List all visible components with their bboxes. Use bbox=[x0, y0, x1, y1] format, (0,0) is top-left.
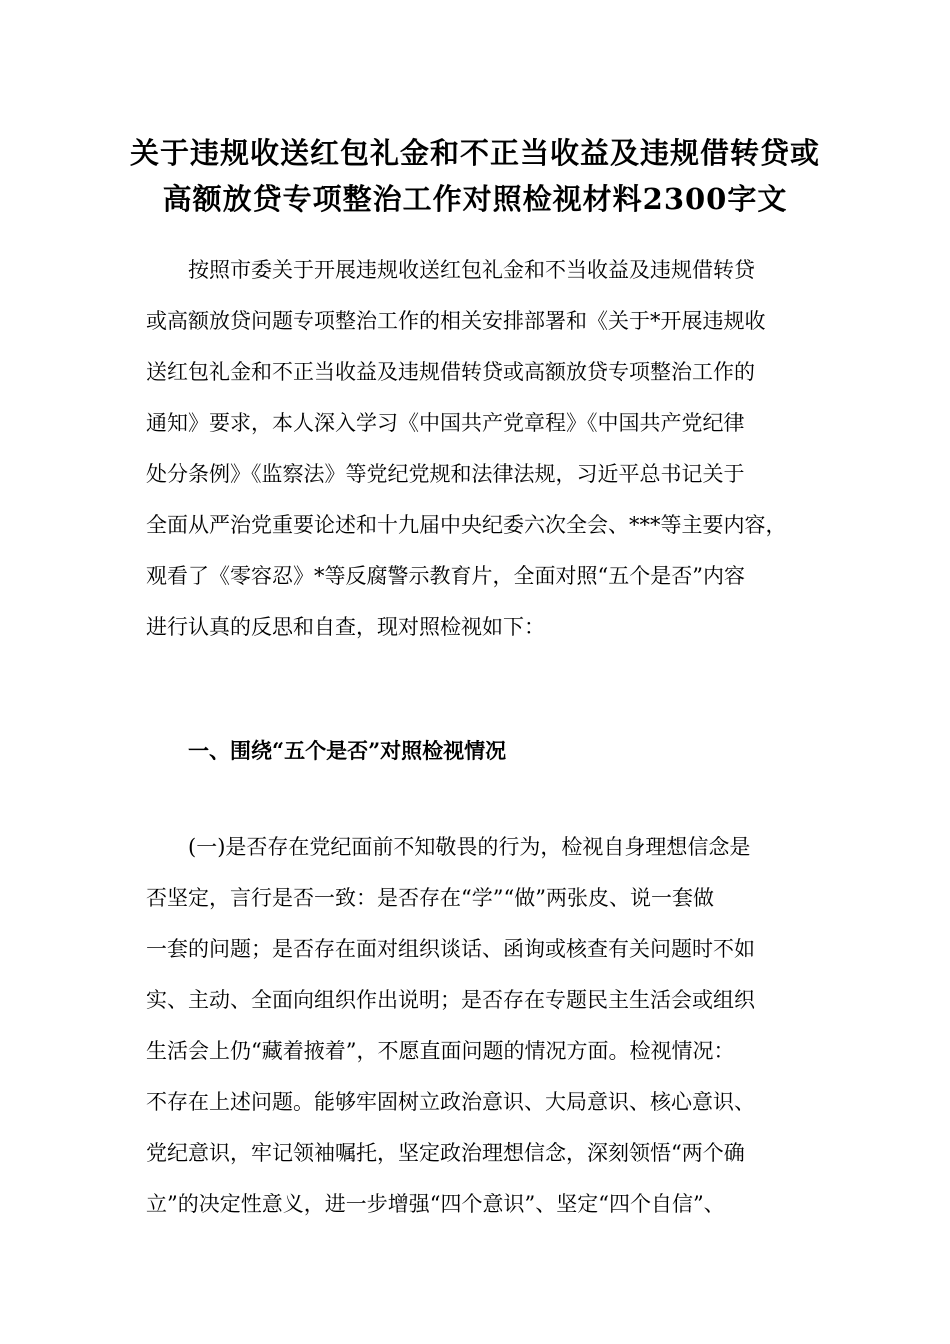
section1-line-1: (一)是否存在党纪面前不知敬畏的行为，检视自身理想信念是 bbox=[188, 835, 751, 859]
section1-line-6: 不存在上述问题。能够牢固树立政治意识、大局意识、核心意识、 bbox=[146, 1090, 755, 1114]
title-line-1: 关于违规收送红包礼金和不正当收益及违规借转贷或 bbox=[129, 136, 820, 170]
title-line-2: 高额放贷专项整治工作对照检视材料2300字文 bbox=[162, 182, 788, 216]
section1-line-7: 党纪意识，牢记领袖嘱托，坚定政治理想信念，深刻领悟“两个确 bbox=[146, 1141, 745, 1165]
section1-line-8: 立”的决定性意义，进一步增强“四个意识”、坚定“四个自信”、 bbox=[146, 1192, 725, 1216]
intro-line-4: 通知》要求，本人深入学习《中国共产党章程》《中国共产党纪律 bbox=[146, 411, 745, 435]
intro-line-2: 或高额放贷问题专项整治工作的相关安排部署和《关于*开展违规收 bbox=[146, 309, 766, 333]
intro-line-1: 按照市委关于开展违规收送红包礼金和不当收益及违规借转贷 bbox=[188, 258, 755, 282]
intro-line-8: 进行认真的反思和自查，现对照检视如下： bbox=[146, 615, 545, 639]
section1-paragraph bbox=[146, 822, 811, 1230]
intro-paragraph bbox=[146, 245, 811, 653]
document-title bbox=[100, 130, 850, 222]
section1-line-3: 一套的问题；是否存在面对组织谈话、函询或核查有关问题时不如 bbox=[146, 937, 755, 961]
intro-line-5: 处分条例》《监察法》等党纪党规和法律法规，习近平总书记关于 bbox=[146, 462, 745, 486]
section1-line-4: 实、主动、全面向组织作出说明；是否存在专题民主生活会或组织 bbox=[146, 988, 755, 1012]
section1-line-2: 否坚定，言行是否一致：是否存在“学”“做”两张皮、说一套做 bbox=[146, 886, 714, 910]
intro-line-3: 送红包礼金和不正当收益及违规借转贷或高额放贷专项整治工作的 bbox=[146, 360, 755, 384]
section-heading: 一、围绕“五个是否”对照检视情况 bbox=[188, 738, 507, 763]
intro-line-7: 观看了《零容忍》*等反腐警示教育片，全面对照“五个是否”内容 bbox=[146, 564, 745, 588]
intro-line-6: 全面从严治党重要论述和十九届中央纪委六次全会、***等主要内容， bbox=[146, 513, 787, 537]
section1-line-5: 生活会上仍“藏着掖着”，不愿直面问题的情况方面。检视情况： bbox=[146, 1039, 735, 1063]
